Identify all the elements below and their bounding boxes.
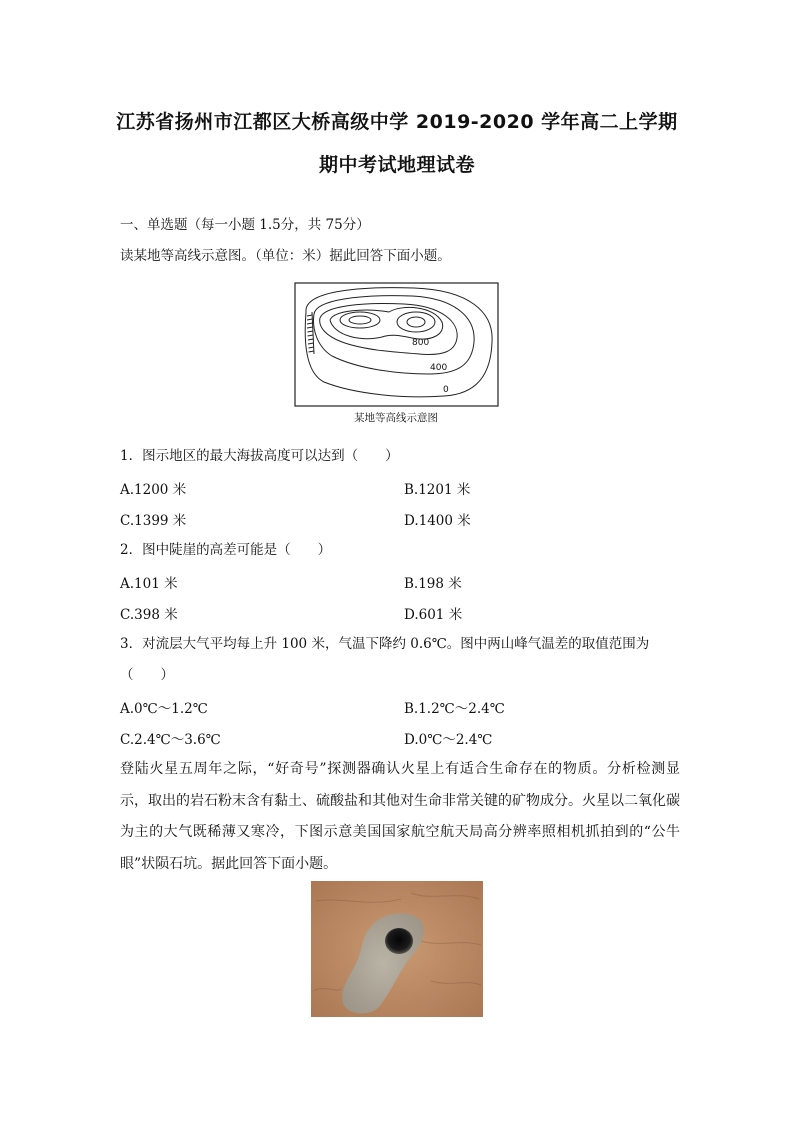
question-3-option-b: B.1.2℃～2.4℃ <box>404 701 505 717</box>
question-1-option-c: C.1399 米 <box>120 513 187 529</box>
question-1-option-a: A.1200 米 <box>120 482 187 498</box>
question-3-stem: 3．对流层大气平均每上升 100 米，气温下降约 0.6℃。图中两山峰气温差的取值范围为 <box>120 636 650 652</box>
question-3-option-d: D.0℃～2.4℃ <box>404 732 493 748</box>
exam-title-line2: 期中考试地理试卷 <box>318 154 475 176</box>
mars-passage: 登陆火星五周年之际，“好奇号”探测器确认火星上有适合生命存在的物质。分析检测显示，取出的岩石粉末含有黏土、硫酸盐和其他对生命非常关键的矿物成分。火星以二氧化碳为主的大气既稀薄又寒冷，下图示意美国国家航空航天局高分辨率照相机抓拍到的“公牛眼”状陨石坑。据此回答下面小题。 <box>120 761 680 872</box>
contour-map-figure <box>294 282 499 408</box>
bullseye-crater-photo <box>311 881 483 1017</box>
question-2-option-c: C.398 米 <box>120 607 178 623</box>
question-1-option-b: B.1201 米 <box>404 482 471 498</box>
contour-label-800: 800 <box>412 338 430 348</box>
question-1-stem: 1．图示地区的最大海拔高度可以达到（ ） <box>120 448 399 464</box>
section-heading: 一、单选题（每一小题 1.5分，共 75分） <box>120 217 370 233</box>
drill-hole <box>385 928 413 954</box>
contour-map-frame <box>295 283 498 406</box>
question-1-option-d: D.1400 米 <box>404 513 471 529</box>
question-3-stem-cont: （ ） <box>120 667 174 683</box>
question-2-stem: 2．图中陡崖的高差可能是（ ） <box>120 542 332 558</box>
section-intro: 读某地等高线示意图。（单位：米）据此回答下面小题。 <box>120 248 451 264</box>
exam-title-line1: 江苏省扬州市江都区大桥高级中学 2019-2020 学年高二上学期 <box>116 111 678 133</box>
contour-label-0: 0 <box>443 385 449 395</box>
question-2-option-b: B.198 米 <box>404 576 462 592</box>
question-3-option-a: A.0℃～1.2℃ <box>120 701 208 717</box>
contour-label-400: 400 <box>430 363 448 373</box>
question-3-option-c: C.2.4℃～3.6℃ <box>120 732 221 748</box>
question-2-option-a: A.101 米 <box>120 576 178 592</box>
contour-map-caption: 某地等高线示意图 <box>354 412 438 424</box>
question-2-option-d: D.601 米 <box>404 607 463 623</box>
